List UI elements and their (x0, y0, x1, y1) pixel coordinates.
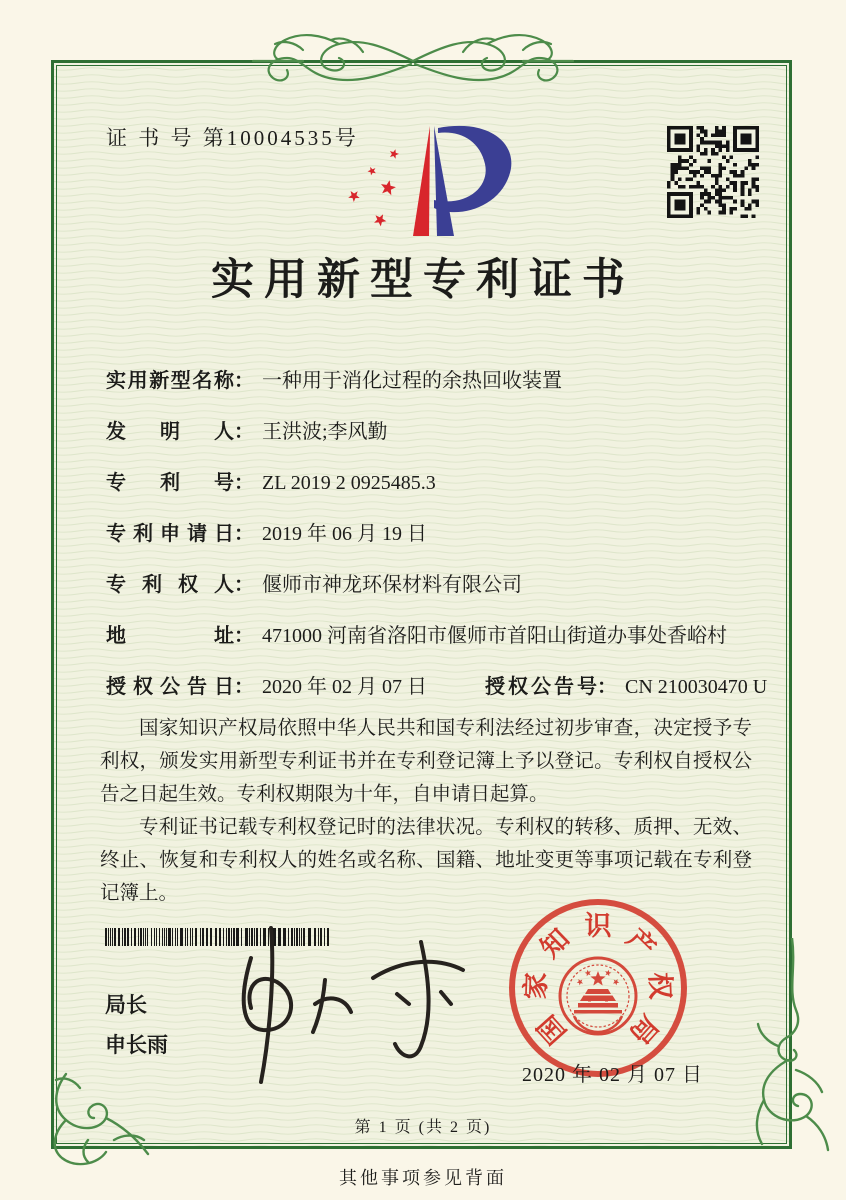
field-value: CN 210030470 U (625, 676, 768, 698)
official-red-seal-icon (506, 896, 690, 1080)
page-number: 第 1 页 (共 2 页) (354, 1119, 492, 1136)
field-label: 发明人 (106, 421, 234, 443)
field-label: 专利申请日 (106, 523, 234, 545)
field-label: 实用新型名称 (106, 370, 234, 392)
field-row-filing-date: 专利申请日： 2019 年 06 月 19 日 (106, 517, 766, 568)
cnipa-patent-logo-icon (330, 116, 540, 238)
legal-paragraph-1: 国家知识产权局依照中华人民共和国专利法经过初步审查，决定授予专利权，颁发实用新型专利证书并在专利登记簿上予以登记。专利权自授权公告之日起生效。专利权期限为十年，自申请日起算。 (100, 718, 752, 805)
certificate-number: 证 书 号 第10004535号 (106, 126, 359, 150)
signer-title: 局长 (105, 994, 147, 1017)
field-label: 地址 (106, 625, 234, 647)
field-label: 授权公告日 (106, 676, 234, 698)
seal-date: 2020 年 02 月 07 日 (522, 1064, 703, 1086)
field-value: 471000 河南省洛阳市偃师市首阳山街道办事处香峪村 (262, 625, 727, 647)
top-border-flourish-icon (243, 28, 583, 94)
field-row-grant: 授权公告日： 2020 年 02 月 07 日 授权公告号： CN 210030470 U (106, 670, 766, 721)
svg-text:权: 权 (644, 971, 676, 1000)
svg-text:家: 家 (520, 971, 552, 1000)
svg-text:知: 知 (534, 923, 576, 964)
field-value: ZL 2019 2 0925485.3 (262, 472, 436, 494)
svg-text:识: 识 (584, 911, 612, 941)
certificate-title: 实用新型专利证书 (211, 257, 635, 304)
svg-text:局: 局 (623, 1009, 665, 1050)
field-value: 2019 年 06 月 19 日 (262, 523, 427, 545)
field-pair-grant-number: 授权公告号： CN 210030470 U (485, 670, 767, 699)
qr-code-icon (667, 126, 759, 218)
field-row-address: 地址： 471000 河南省洛阳市偃师市首阳山街道办事处香峪村 (106, 619, 766, 670)
field-value: 偃师市神龙环保材料有限公司 (262, 574, 522, 596)
handwritten-signature-icon (205, 920, 485, 1090)
svg-text:国: 国 (531, 1009, 573, 1050)
backside-note: 其他事项参见背面 (339, 1168, 507, 1188)
signer-block (105, 986, 168, 1066)
signer-name: 申长雨 (105, 1034, 168, 1057)
field-label: 专利号 (106, 472, 234, 494)
field-label: 专利权人 (106, 574, 234, 596)
field-value: 王洪波;李风勤 (262, 421, 388, 443)
bottom-right-flourish-icon (748, 938, 844, 1154)
field-list (106, 364, 766, 721)
legal-paragraph-2: 专利证书记载专利权登记时的法律状况。专利权的转移、质押、无效、终止、恢复和专利权人的姓名或名称、国籍、地址变更等事项记载在专利登记簿上。 (100, 817, 752, 904)
bottom-left-flourish-icon (36, 1070, 154, 1168)
legal-text (100, 712, 752, 910)
svg-text:产: 产 (620, 923, 662, 964)
field-row-patentee: 专利权人： 偃师市神龙环保材料有限公司 (106, 568, 766, 619)
field-row-patent-number: 专利号： ZL 2019 2 0925485.3 (106, 466, 766, 517)
field-row-name: 实用新型名称： 一种用于消化过程的余热回收装置 (106, 364, 766, 415)
field-label: 授权公告号 (485, 676, 597, 698)
field-row-inventor: 发明人： 王洪波;李风勤 (106, 415, 766, 466)
field-value: 一种用于消化过程的余热回收装置 (262, 370, 562, 392)
field-value: 2020 年 02 月 07 日 (262, 676, 427, 698)
